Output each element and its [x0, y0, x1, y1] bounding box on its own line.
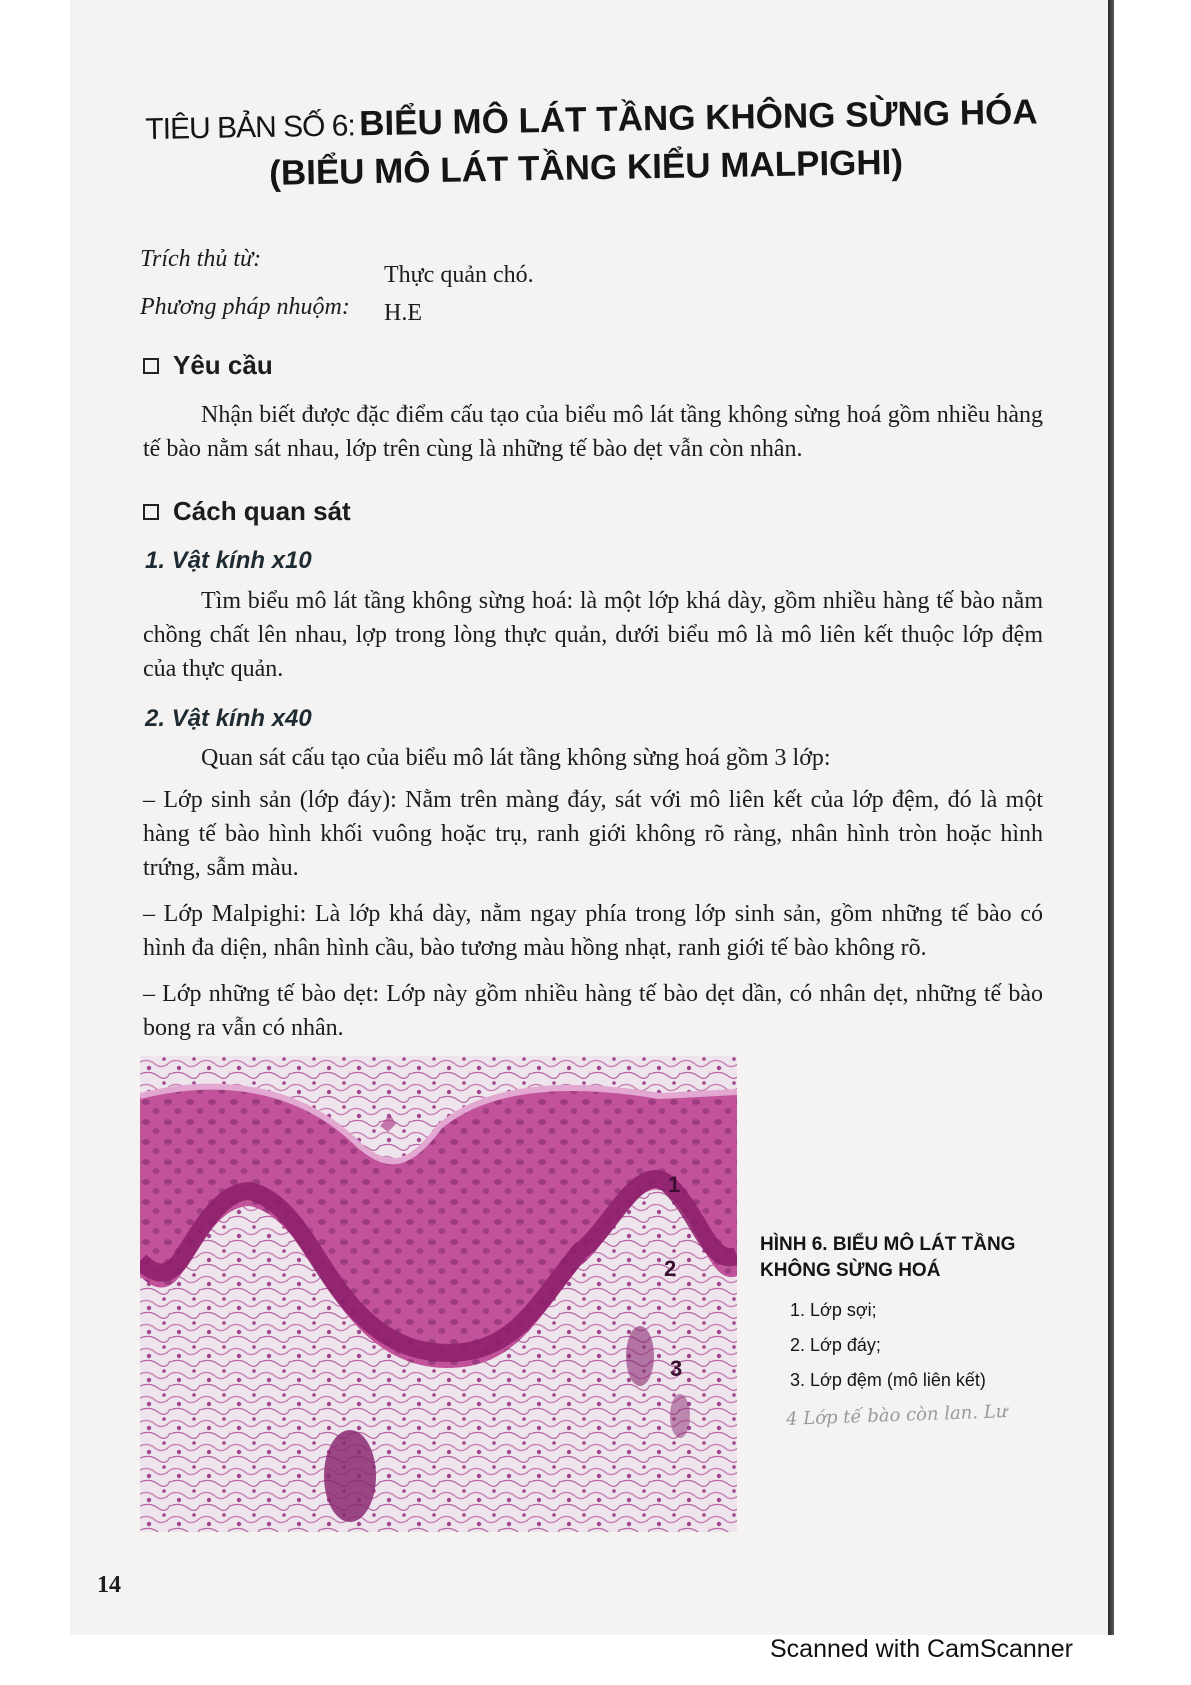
checkbox-square-icon	[143, 358, 159, 374]
page-title	[145, 92, 1066, 196]
figure-caption	[760, 1232, 1060, 1405]
step1-paragraph	[143, 584, 1043, 686]
page-number: 14	[97, 1572, 121, 1598]
source-label: Trích thủ từ:	[140, 246, 262, 272]
caption-item: 1. Lớp sợi;	[790, 1300, 877, 1320]
step2-title: 2. Vật kính x40	[145, 705, 312, 732]
histology-micrograph	[140, 1056, 737, 1532]
figure-label-1: 1	[668, 1172, 681, 1197]
figure-label-2: 2	[664, 1256, 677, 1281]
observation-heading: Cách quan sát	[173, 496, 351, 526]
figure-label-3: 3	[670, 1356, 683, 1381]
handwritten-note: 4 Lớp tế bào còn lan. Lư	[785, 1401, 1008, 1430]
section-requirements	[143, 350, 273, 381]
caption-title: HÌNH 6. BIỂU MÔ LÁT TẦNG KHÔNG SỪNG HOÁ	[760, 1234, 1016, 1281]
bullet-flat-cell-layer: – Lớp những tế bào dẹt: Lớp này gồm nhiều hàng tế bào dẹt dần, có nhân dẹt, những tế bào bong ra vẫn có nhân.	[143, 981, 1043, 1041]
title-subtitle: (BIỂU MÔ LÁT TẦNG KIỂU MALPIGHI)	[268, 142, 904, 193]
section-observation	[143, 496, 351, 527]
step1-title: 1. Vật kính x10	[145, 547, 312, 574]
title-prefix: TIÊU BẢN SỐ 6:	[145, 109, 356, 146]
step2-paragraph	[143, 741, 1043, 1045]
caption-item: 2. Lớp đáy;	[790, 1335, 881, 1355]
step1-text: Tìm biểu mô lát tầng không sừng hoá: là một lớp khá dày, gồm nhiều hàng tế bào nằm chồng chất lên nhau, lợp trong lòng thực quản, dưới biểu mô là mô liên kết thuộc lớp đệm của thực quản.	[143, 588, 1043, 682]
requirements-paragraph	[143, 398, 1043, 466]
bullet-malpighi-layer: – Lớp Malpighi: Là lớp khá dày, nằm ngay phía trong lớp sinh sản, gồm những tế bào có hình đa diện, nhân hình cầu, bào tương màu hồng nhạt, ranh giới tế bào không rõ.	[143, 901, 1043, 961]
micrograph-illustration	[140, 1056, 737, 1532]
title-main: BIỂU MÔ LÁT TẦNG KHÔNG SỪNG HÓA	[358, 92, 1038, 144]
source-value: Thực quản chó.	[384, 262, 534, 288]
caption-item: 3. Lớp đệm (mô liên kết)	[790, 1370, 986, 1390]
stain-value: H.E	[384, 300, 422, 326]
caption-list	[790, 1300, 1060, 1391]
bullet-basal-layer: – Lớp sinh sản (lớp đáy): Nằm trên màng đáy, sát với mô liên kết của lớp đệm, đó là một hàng tế bào hình khối vuông hoặc trụ, ranh giới không rõ ràng, nhân hình tròn hoặc hình trứng, sẫm màu.	[143, 787, 1043, 881]
stain-label: Phương pháp nhuộm:	[140, 294, 350, 320]
page-edge-shadow	[1108, 0, 1114, 1635]
scanner-watermark: Scanned with CamScanner	[770, 1635, 1073, 1663]
requirements-heading: Yêu cầu	[173, 350, 273, 380]
requirements-text: Nhận biết được đặc điểm cấu tạo của biểu mô lát tầng không sừng hoá gồm nhiều hàng tế bào nằm sát nhau, lớp trên cùng là những tế bào dẹt vẫn còn nhân.	[143, 402, 1043, 462]
step2-intro: Quan sát cấu tạo của biểu mô lát tầng không sừng hoá gồm 3 lớp:	[201, 745, 831, 771]
checkbox-square-icon	[143, 504, 159, 520]
